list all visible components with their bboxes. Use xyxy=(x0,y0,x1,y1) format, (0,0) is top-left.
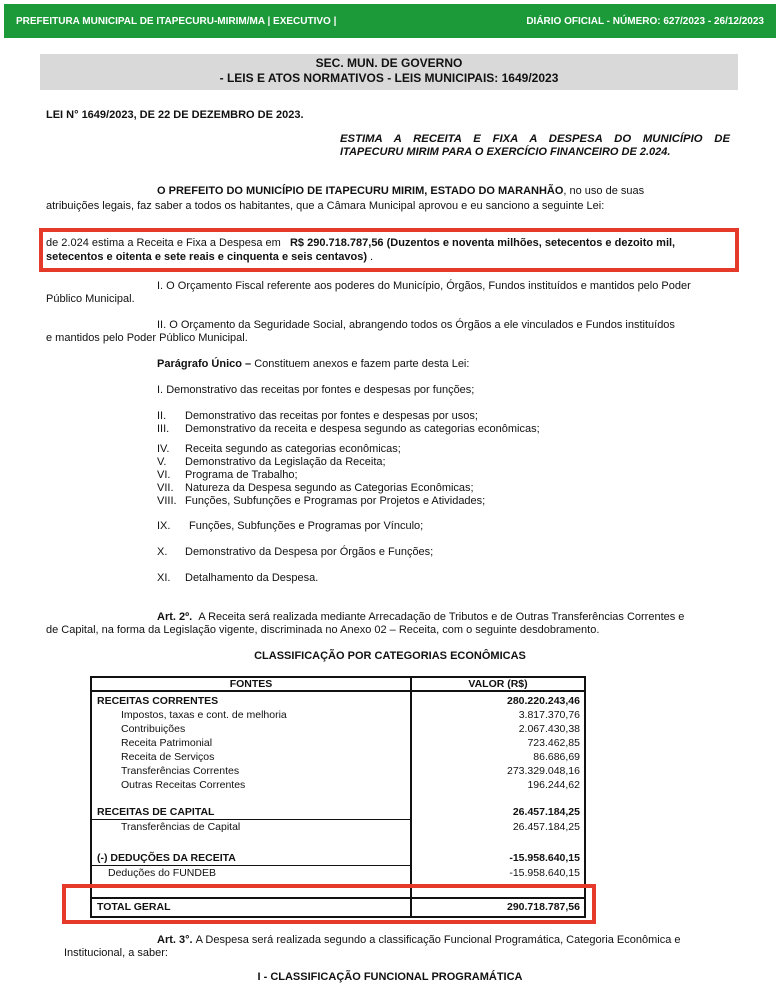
annex-text: Receita segundo as categorias econômicas; xyxy=(185,443,401,455)
table-row-value: 2.067.430,38 xyxy=(518,723,580,735)
annex-item xyxy=(157,495,485,508)
art1-value-words: setecentos e oitenta e sete reais e cinquenta e seis centavos) xyxy=(46,251,367,263)
art1-line-1 xyxy=(46,237,675,250)
annex-text: Demonstrativo da Legislação da Receita; xyxy=(185,456,386,468)
annex-item xyxy=(157,410,478,423)
table-total-label: TOTAL GERAL xyxy=(97,901,171,913)
annex-item xyxy=(157,572,318,585)
table-row-value: -15.958.640,15 xyxy=(509,867,580,879)
annex-text: Demonstrativo das receitas por fontes e despesas por usos; xyxy=(185,410,478,422)
preamble-line-2: atribuições legais, faz saber a todos os habitantes, que a Câmara Municipal aprovou e eu sanciono a seguinte Lei: xyxy=(46,200,605,212)
preamble-bold: O PREFEITO DO MUNICÍPIO DE ITAPECURU MIRIM, ESTADO DO MARANHÃO xyxy=(157,185,564,197)
table-row-label: Outras Receitas Correntes xyxy=(121,779,246,791)
table-row-value: 26.457.184,25 xyxy=(512,821,580,833)
art1-line-2 xyxy=(46,251,373,264)
table-title: CLASSIFICAÇÃO POR CATEGORIAS ECONÔMICAS xyxy=(254,650,526,662)
table-row-label: Contribuições xyxy=(121,723,186,735)
table-row-label: Transferências Correntes xyxy=(121,765,240,777)
table-row-value: 723.462,85 xyxy=(527,737,580,749)
annex-number: VI. xyxy=(157,469,171,481)
art2-line-1 xyxy=(157,611,684,624)
table-row-label: RECEITAS CORRENTES xyxy=(97,695,219,707)
annex-item xyxy=(157,443,401,456)
diario-header-bar xyxy=(4,4,776,38)
table-row-label: (-) DEDUÇÕES DA RECEITA xyxy=(97,852,236,864)
paragrafo-label: Parágrafo Único – xyxy=(157,358,252,370)
header-right-text: DIÁRIO OFICIAL - NÚMERO: 627/2023 - 26/12/2023 xyxy=(526,15,764,27)
table-row-label: Impostos, taxas e cont. de melhoria xyxy=(121,709,287,721)
table-row-value: 3.817.370,76 xyxy=(518,709,580,721)
annex-item xyxy=(157,469,298,482)
art2-label: Art. 2º. xyxy=(157,611,193,623)
paragrafo-text: Constituem anexos e fazem parte desta Lei: xyxy=(254,358,470,370)
art1-value: R$ 290.718.787,56 (Duzentos e noventa milhões, setecentos e dezoito mil, xyxy=(289,237,676,249)
annex-number: IX. xyxy=(157,520,171,532)
annex-number: III. xyxy=(157,423,170,435)
annex-text: Funções, Subfunções e Programas por Projetos e Atividades; xyxy=(185,495,486,507)
art1-end: . xyxy=(370,251,374,263)
section-i-heading: I - CLASSIFICAÇÃO FUNCIONAL PROGRAMÁTICA xyxy=(257,971,523,983)
annex-text: Detalhamento da Despesa. xyxy=(185,572,319,584)
annex-item xyxy=(157,456,386,469)
table-header-fontes: FONTES xyxy=(229,678,273,690)
annex-number: VII. xyxy=(157,482,174,494)
table-row-value: 86.686,69 xyxy=(533,751,580,763)
art3-label: Art. 3°. xyxy=(157,934,193,946)
annex-text: Demonstrativo das receitas por fontes e despesas por funções; xyxy=(166,384,475,396)
annex-text: Demonstrativo da receita e despesa segundo as categorias econômicas; xyxy=(185,423,540,435)
art2-line-2: de Capital, na forma da Legislação vigente, discriminada no Anexo 02 – Receita, com o seguinte desdobramento. xyxy=(46,624,600,636)
art3-line-1 xyxy=(157,934,681,947)
art3-line-2: Institucional, a saber: xyxy=(64,947,168,959)
header-left-text: PREFEITURA MUNICIPAL DE ITAPECURU-MIRIM/MA | EXECUTIVO | xyxy=(16,15,337,27)
annex-text: Funções, Subfunções e Programas por Vínculo; xyxy=(189,520,424,532)
table-row-label: RECEITAS DE CAPITAL xyxy=(97,806,215,818)
annex-number: V. xyxy=(157,456,167,468)
table-row-value: -15.958.640,15 xyxy=(509,852,580,864)
law-title: LEI N° 1649/2023, DE 22 DE DEZEMBRO DE 2023. xyxy=(46,109,304,121)
item-ii-line-1: II. O Orçamento da Seguridade Social, abrangendo todos os Órgãos a ele vinculados e Fundos instituídos xyxy=(157,319,675,331)
table-row-label: Receita de Serviços xyxy=(121,751,215,763)
preamble-rest: , no uso de suas xyxy=(563,185,645,197)
table-row-value: 196.244,62 xyxy=(527,779,580,791)
annex-item xyxy=(157,423,540,436)
annex-text: Programa de Trabalho; xyxy=(185,469,298,481)
art3-text: A Despesa será realizada segundo a classificação Funcional Programática, Categoria Econômica e xyxy=(195,934,681,946)
annex-text: Natureza da Despesa segundo as Categorias Econômicas; xyxy=(185,482,474,494)
table-row-label: Deduções do FUNDEB xyxy=(108,867,216,879)
annex-number: XI. xyxy=(157,572,171,584)
art1-prefix: de 2.024 estima a Receita e Fixa a Despesa em xyxy=(46,237,281,249)
paragrafo-unico xyxy=(157,358,469,371)
annex-text: Demonstrativo da Despesa por Órgãos e Funções; xyxy=(185,546,434,558)
annex-item xyxy=(157,482,474,495)
table-row-value: 273.329.048,16 xyxy=(507,765,580,777)
annex-number: VIII. xyxy=(157,495,177,507)
annex-item xyxy=(157,546,433,559)
annex-number: II. xyxy=(157,410,167,422)
item-i-line-1: I. O Orçamento Fiscal referente aos poderes do Município, Órgãos, Fundos instituídos e mantidos pelo Poder xyxy=(157,280,691,292)
table-row-value: 26.457.184,25 xyxy=(512,806,580,818)
table-row-value: 280.220.243,46 xyxy=(507,695,580,707)
annex-item xyxy=(157,384,474,397)
item-i-line-2: Público Municipal. xyxy=(46,293,135,305)
section-subtitle: - LEIS E ATOS NORMATIVOS - LEIS MUNICIPAIS: 1649/2023 xyxy=(219,71,559,85)
art2-text: A Receita será realizada mediante Arrecadação de Tributos e de Outras Transferências Correntes e xyxy=(198,611,685,623)
table-header-valor: VALOR (R$) xyxy=(468,678,528,690)
row-underline xyxy=(90,819,412,820)
art1-highlight-box xyxy=(39,228,739,272)
total-highlight-box xyxy=(62,884,596,924)
annex-item xyxy=(157,520,423,533)
ementa-line-1: ESTIMA A RECEITA E FIXA A DESPESA DO MUNICÍPIO DE xyxy=(340,133,730,145)
table-row-label: Transferências de Capital xyxy=(121,821,241,833)
row-underline xyxy=(90,865,412,866)
table-row-label: Receita Patrimonial xyxy=(121,737,213,749)
annex-number: X. xyxy=(157,546,168,558)
table-total-value: 290.718.787,56 xyxy=(507,901,580,913)
section-banner xyxy=(40,54,738,90)
ementa-line-2: ITAPECURU MIRIM PARA O EXERCÍCIO FINANCEIRO DE 2.024. xyxy=(340,146,671,158)
section-title: SEC. MUN. DE GOVERNO xyxy=(315,56,463,70)
preamble-line-1 xyxy=(157,185,644,198)
annex-number: IV. xyxy=(157,443,170,455)
item-ii-line-2: e mantidos pelo Poder Público Municipal. xyxy=(46,332,248,344)
annex-number: I. xyxy=(157,384,164,396)
